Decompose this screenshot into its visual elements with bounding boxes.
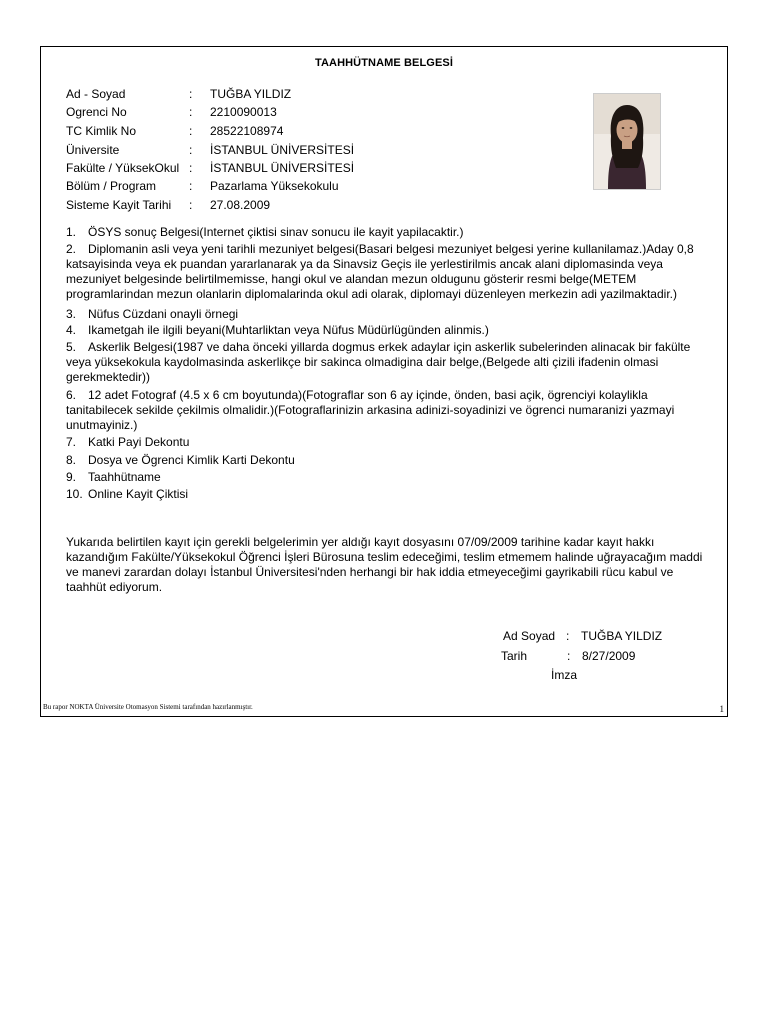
- footer-note: Bu rapor NOKTA Üniversite Otomasyon Sistemi tarafından hazırlanmıştır.: [43, 703, 253, 711]
- requirement-number: 3.: [66, 307, 77, 321]
- requirement-item: [66, 323, 716, 338]
- requirement-item: [66, 340, 716, 385]
- info-label: Ad - Soyad: [66, 87, 126, 101]
- requirement-number: 6.: [66, 388, 77, 402]
- info-colon: :: [189, 87, 193, 101]
- signature-label: İmza: [551, 668, 578, 682]
- requirement-item: [66, 388, 716, 433]
- signature-name-label: Ad Soyad: [503, 629, 556, 643]
- signature-date-label: Tarih: [501, 649, 528, 663]
- requirement-number: 7.: [66, 435, 77, 449]
- requirement-text: Dosya ve Ögrenci Kimlik Karti Dekontu: [88, 453, 295, 467]
- signature-colon: :: [566, 629, 570, 643]
- info-label: TC Kimlik No: [66, 124, 137, 138]
- info-colon: :: [189, 198, 193, 212]
- info-value: TUĞBA YILDIZ: [210, 87, 292, 101]
- info-colon: :: [189, 143, 193, 157]
- requirement-number: 2.: [66, 242, 77, 256]
- info-value: 28522108974: [210, 124, 284, 138]
- signature-colon: :: [567, 649, 571, 663]
- info-label: Ogrenci No: [66, 105, 127, 119]
- page-number: 1: [719, 704, 724, 714]
- requirement-text: Katki Payi Dekontu: [88, 435, 190, 449]
- info-label: Bölüm / Program: [66, 179, 157, 193]
- requirement-number: 1.: [66, 225, 77, 239]
- requirement-text: Diplomanin asli veya yeni tarihli mezuniyet belgesi(Basari belgesi mezuniyet belgesi yerine kullanilamaz.)Aday 0,8 katsayisinda veya ek puandan yararlanarak ya da Sinavsiz Geçis ile yerlestirilmis ancak alani diplomasinda veya mezuniyet belgesinde belirtilmemisse, hangi okul ve alandan mezun oldugunu gösterir resmi belge(METEM programlarindan mezun olanlarin diplomalarinda okul adi olarak, diplomayi düzenleyen merkezin adi yazilmaktadir.): [66, 242, 694, 301]
- info-label: Üniversite: [66, 143, 120, 157]
- info-value: 2210090013: [210, 105, 277, 119]
- info-value: Pazarlama Yüksekokulu: [210, 179, 339, 193]
- info-colon: :: [189, 161, 193, 175]
- document-page: [40, 46, 728, 717]
- info-value: 27.08.2009: [210, 198, 271, 212]
- info-label: Sisteme Kayit Tarihi: [66, 198, 172, 212]
- requirement-item: [66, 225, 716, 240]
- info-colon: :: [189, 179, 193, 193]
- requirement-number: 5.: [66, 340, 77, 354]
- requirement-item: [66, 435, 716, 450]
- requirement-text: Taahhütname: [88, 470, 161, 484]
- requirement-item: [66, 307, 716, 322]
- signature-date-row: [501, 649, 636, 664]
- requirement-text: Nüfus Cüzdani onayli örnegi: [88, 307, 239, 321]
- requirement-text: Askerlik Belgesi(1987 ve daha önceki yillarda dogmus erkek adaylar için askerlik subelerinden alinacak bir fakülte veya yüksekokula kaydolmasinda askerlikçe bir sakinca olmadigina dair belge,(Belgede alti çizili ifadenin olmasi gerekmektedir)): [66, 340, 691, 384]
- requirement-item: [66, 453, 716, 468]
- document-title: TAAHHÜTNAME BELGESİ: [315, 57, 453, 69]
- requirement-item: [66, 242, 716, 302]
- requirement-text: Online Kayit Çiktisi: [88, 487, 189, 501]
- requirement-item: [66, 487, 716, 502]
- info-value: İSTANBUL ÜNİVERSİTESİ: [210, 143, 355, 157]
- info-colon: :: [189, 124, 193, 138]
- requirement-text: Ikametgah ile ilgili beyani(Muhtarliktan veya Nüfus Müdürlügünden alinmis.): [88, 323, 489, 337]
- student-photo: [593, 93, 661, 190]
- requirement-item: [66, 470, 716, 485]
- requirement-number: 10.: [66, 487, 83, 501]
- requirement-text: ÖSYS sonuç Belgesi(Internet çiktisi sinav sonucu ile kayit yapilacaktir.): [88, 225, 464, 239]
- info-value: İSTANBUL ÜNİVERSİTESİ: [210, 161, 355, 175]
- info-label: Fakülte / YüksekOkul: [66, 161, 180, 175]
- signature-name-row: [503, 629, 663, 644]
- requirement-text: 12 adet Fotograf (4.5 x 6 cm boyutunda)(Fotograflar son 6 ay içinde, önden, basi açik, ögrenciyi kolaylikla tanitabilecek sekilde çekilmis olmalidir.)(Fotograflarinizin arkasina adinizi-soyadinizi ve ögrenci numaranizi yazmayi unutmayiniz.): [66, 388, 675, 432]
- requirement-number: 8.: [66, 453, 77, 467]
- info-colon: :: [189, 105, 193, 119]
- commitment-statement: Yukarıda belirtilen kayıt için gerekli belgelerimin yer aldığı kayıt dosyasını 07/09/2009 tarihine kadar kayıt hakkı kazandığım Fakülte/Yüksekokul Öğrenci İşleri Bürosuna teslim edeceğimi, teslim etmemem halinde uğrayacağım maddi ve manevi zarardan dolayı İstanbul Üniversitesi'nden herhangi bir hak iddia etmeyeceğimi gayrikabili rücu kabul ve taahhüt ediyorum.: [66, 535, 703, 594]
- signature-date-value: 8/27/2009: [582, 649, 636, 663]
- requirement-number: 4.: [66, 323, 77, 337]
- requirement-number: 9.: [66, 470, 77, 484]
- signature-name-value: TUĞBA YILDIZ: [581, 629, 663, 643]
